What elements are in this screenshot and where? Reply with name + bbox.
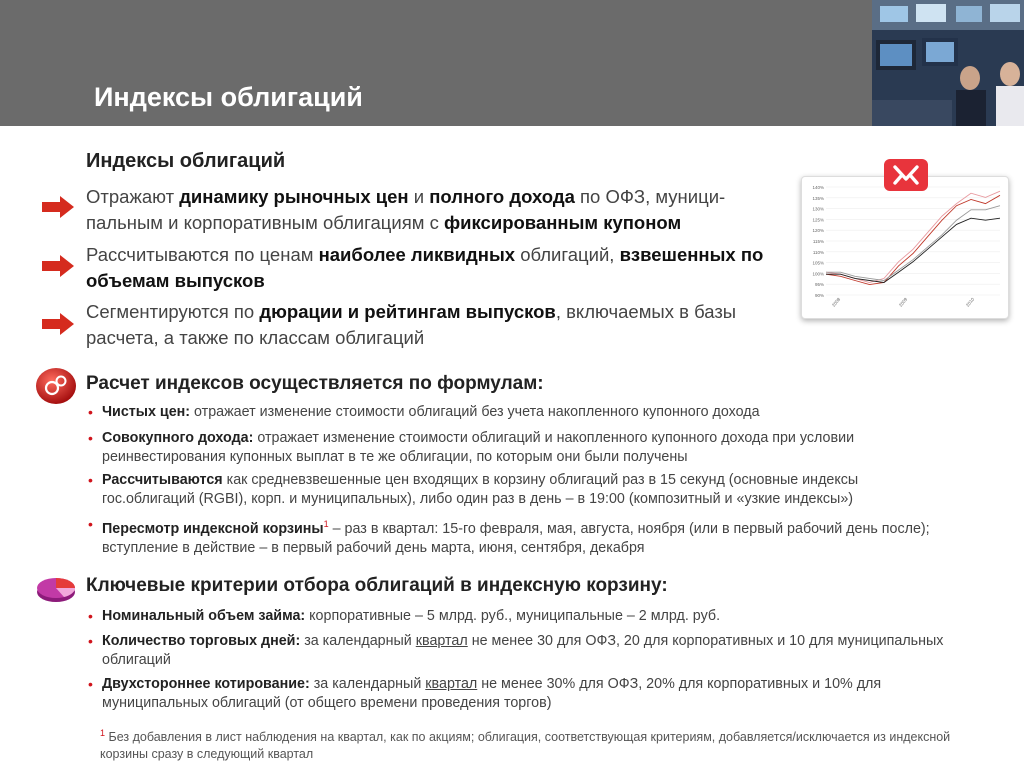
bullet-dot-icon: •	[88, 608, 93, 624]
series-line	[826, 218, 1000, 282]
section-title: Ключевые критерии отбора облигаций в индексную корзину:	[86, 575, 668, 596]
page-title: Индексы облигаций	[94, 82, 363, 112]
series-line	[826, 191, 1000, 282]
list-item: • Чистых цен: отражает изменение стоимости облигаций без учета накопленного купонного дохода	[88, 404, 760, 420]
intro-bullet: Рассчитываются по ценам наиболее ликвидных облигаций, взвешенных по объемам выпусков	[86, 244, 764, 291]
moex-logo	[884, 159, 928, 191]
arrow-bullet-icon	[40, 254, 76, 278]
intro-bullet: Сегментируются по дюрации и рейтингам выпусков, включаемых в базы расчета, а также по классам облигаций	[86, 301, 737, 348]
bullet-dot-icon: •	[88, 404, 93, 420]
bullet-dot-icon: •	[88, 516, 93, 532]
y-tick-label: 125%	[812, 217, 824, 223]
y-tick-label: 90%	[814, 293, 824, 298]
gears-icon	[34, 366, 78, 406]
bullet-dot-icon: •	[88, 430, 93, 446]
list-item: • Количество торговых дней: за календарный квартал не менее 30 для ОФЗ, 20 для корпоративных и 10 для муниципальных облигаций	[88, 633, 944, 668]
bullet-dot-icon: •	[88, 676, 93, 692]
series-line	[826, 206, 1000, 281]
header-bar	[0, 0, 872, 126]
intro-title: Индексы облигаций	[86, 150, 286, 172]
list-item: • Пересмотр индексной корзины$^1$ – раз в квартал: 15-го февраля, мая, августа, ноября (или в первый рабочий день после); вступление в действие – в первый рабочий день марта, июня, сентября, декабря	[88, 516, 930, 556]
y-tick-label: 135%	[812, 195, 824, 201]
x-tick-label: 2010	[964, 296, 976, 308]
arrow-bullet-icon	[40, 312, 76, 336]
y-tick-label: 100%	[812, 271, 824, 277]
y-tick-label: 110%	[812, 249, 824, 255]
list-item: • Номинальный объем займа: корпоративные – 5 млрд. руб., муниципальные – 2 млрд. руб.	[88, 608, 721, 624]
y-tick-label: 115%	[812, 239, 824, 244]
y-tick-label: 95%	[814, 282, 824, 288]
y-tick-label: 130%	[812, 206, 824, 212]
bullet-dot-icon: •	[88, 633, 93, 649]
list-item: • Совокупного дохода: отражает изменение стоимости облигаций и накопленного купонного дохода при условии реинвестирования купонных выплат в те же облигации, по которым они были получены	[88, 430, 855, 465]
list-item: • Рассчитываются как средневзвешенные цен входящих в корзину облигаций раз в 15 секунд (основные индексы гос.облигаций (RGBI), корп. и муниципальных), либо один раз в день – в 19:00 (композитный и «узкие индексы»)	[88, 472, 859, 507]
arrow-bullet-icon	[40, 195, 76, 219]
x-tick-label: 2008	[830, 296, 842, 308]
section-title: Расчет индексов осуществляется по формулам:	[86, 373, 544, 394]
y-tick-label: 105%	[812, 260, 824, 266]
trading-floor-photo	[872, 0, 1024, 126]
footnote: $^1$ Без добавления в лист наблюдения на квартал, как по акциям; облигация, соответствующая критериям, добавляется/исключается из индексной корзины сразу в следующий квартал	[100, 728, 951, 762]
index-line-chart	[802, 177, 1008, 318]
y-tick-label: 120%	[812, 228, 824, 234]
pie-chart-icon	[34, 568, 78, 608]
x-tick-label: 2009	[897, 296, 909, 308]
bullet-dot-icon: •	[88, 472, 93, 488]
intro-bullet: Отражают динамику рыночных цен и полного дохода по ОФЗ, муници-пальным и корпоративным облигациям с фиксированным купоном	[86, 186, 726, 233]
index-chart-card	[801, 176, 1009, 319]
list-item: • Двухстороннее котирование: за календарный квартал не менее 30% для ОФЗ, 20% для корпоративных и 10% для муниципальных облигаций (от общего времени проведения торгов)	[88, 676, 882, 711]
y-tick-label: 140%	[812, 185, 824, 190]
